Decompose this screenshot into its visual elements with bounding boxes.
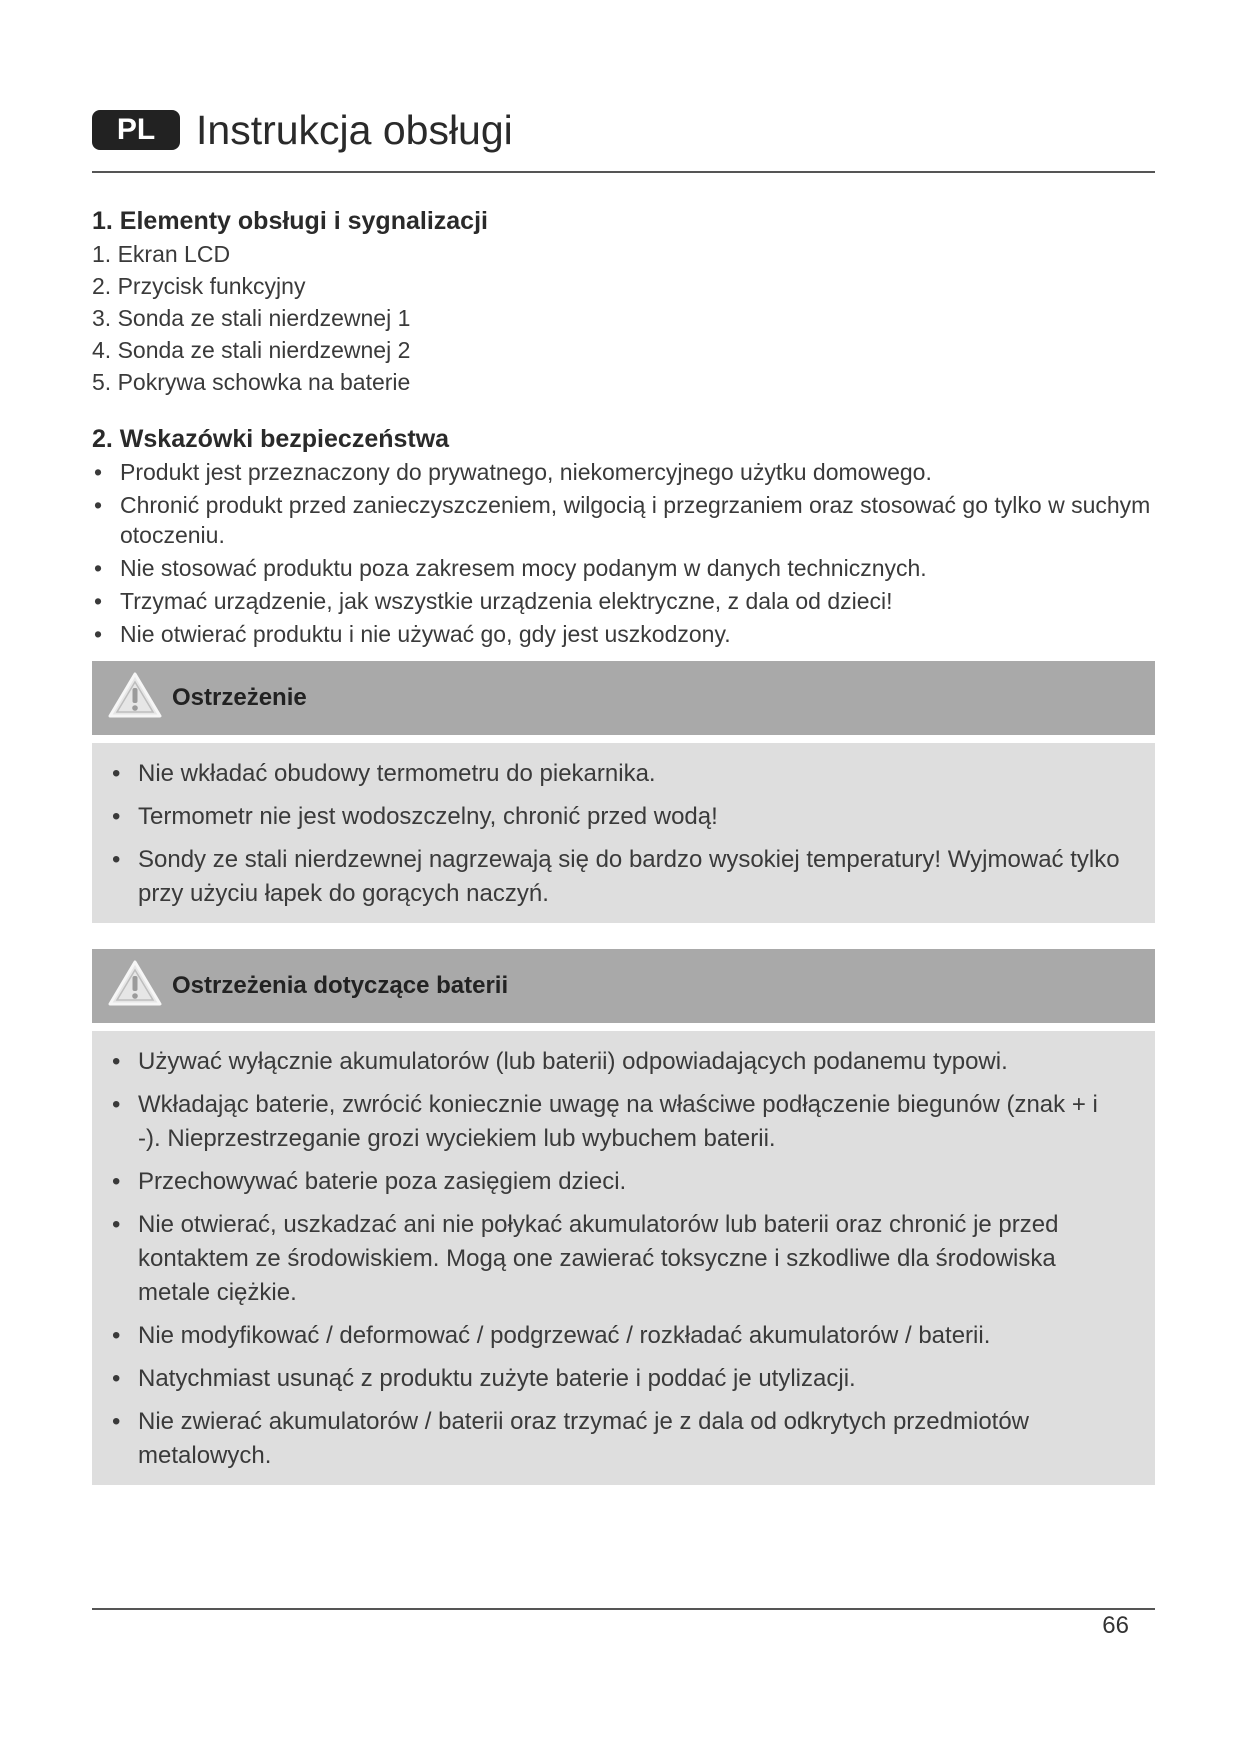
list-item: 1. Ekran LCD: [92, 241, 231, 267]
battery-warning-header: [92, 949, 1155, 1023]
list-item: • Chronić produkt przed zanieczyszczeniem, wilgocią i przegrzaniem oraz stosować go tylko w suchym otoczeniu.: [92, 490, 1155, 550]
list-item: • Produkt jest przeznaczony do prywatnego, niekomercyjnego użytku domowego.: [92, 457, 1155, 487]
list-item: • Nie stosować produktu poza zakresem mocy podanym w danych technicznych.: [92, 553, 1155, 583]
page-header: [92, 106, 513, 154]
list-item: • Nie otwierać, uszkadzać ani nie połykać akumulatorów lub baterii oraz chronić je przed kontaktem ze środowiskiem. Mogą one zawierać toksyczne i szkodliwe dla środowiska metale ciężkie.: [110, 1208, 1127, 1310]
list-item: • Termometr nie jest wodoszczelny, chronić przed wodą!: [110, 800, 1127, 834]
warning-body: [92, 743, 1155, 923]
list-item: • Nie zwierać akumulatorów / baterii oraz trzymać je z dala od odkrytych przedmiotów metalowych.: [110, 1405, 1127, 1473]
footer-divider: [92, 1608, 1155, 1610]
list-item: • Nie modyfikować / deformować / podgrzewać / rozkładać akumulatorów / baterii.: [110, 1319, 1127, 1353]
list-item: • Wkładając baterie, zwrócić koniecznie uwagę na właściwe podłączenie biegunów (znak + i -). Nieprzestrzeganie grozi wyciekiem lub wybuchem baterii.: [110, 1088, 1127, 1156]
language-badge: PL: [92, 110, 180, 150]
page-content: [92, 205, 1155, 1485]
list-item: • Nie otwierać produktu i nie używać go, gdy jest uszkodzony.: [92, 619, 1155, 649]
warning-title: Ostrzeżenie: [172, 684, 307, 711]
controls-list: [92, 239, 1155, 397]
list-item: • Przechowywać baterie poza zasięgiem dzieci.: [110, 1165, 1127, 1199]
warning-triangle-icon: [108, 959, 162, 1014]
header-divider: [92, 171, 1155, 173]
list-item: • Sondy ze stali nierdzewnej nagrzewają się do bardzo wysokiej temperatury! Wyjmować tylko przy użyciu łapek do gorących naczyń.: [110, 843, 1127, 911]
section-heading: 2. Wskazówki bezpieczeństwa: [92, 425, 450, 453]
section-safety: [92, 423, 1155, 649]
list-item: • Używać wyłącznie akumulatorów (lub baterii) odpowiadających podanemu typowi.: [110, 1045, 1127, 1079]
list-item: 2. Przycisk funkcyjny: [92, 273, 306, 299]
list-item: 5. Pokrywa schowka na baterie: [92, 369, 411, 395]
battery-warning-body: [92, 1031, 1155, 1485]
page-title: Instrukcja obsługi: [196, 107, 513, 153]
page-number: 66: [1102, 1612, 1129, 1639]
list-item: • Natychmiast usunąć z produktu zużyte baterie i poddać je utylizacji.: [110, 1362, 1127, 1396]
list-item: 4. Sonda ze stali nierdzewnej 2: [92, 337, 411, 363]
section-heading: 1. Elementy obsługi i sygnalizacji: [92, 207, 488, 235]
warning-title: Ostrzeżenia dotyczące baterii: [172, 972, 509, 999]
battery-warning-list: [110, 1045, 1127, 1473]
list-item: • Nie wkładać obudowy termometru do piekarnika.: [110, 757, 1127, 791]
list-item: • Trzymać urządzenie, jak wszystkie urządzenia elektryczne, z dala od dzieci!: [92, 586, 1155, 616]
section-controls: [92, 205, 1155, 397]
warning-header: [92, 661, 1155, 735]
warning-triangle-icon: [108, 671, 162, 726]
warning-list: [110, 757, 1127, 911]
safety-list: [92, 457, 1155, 649]
list-item: 3. Sonda ze stali nierdzewnej 1: [92, 305, 411, 331]
